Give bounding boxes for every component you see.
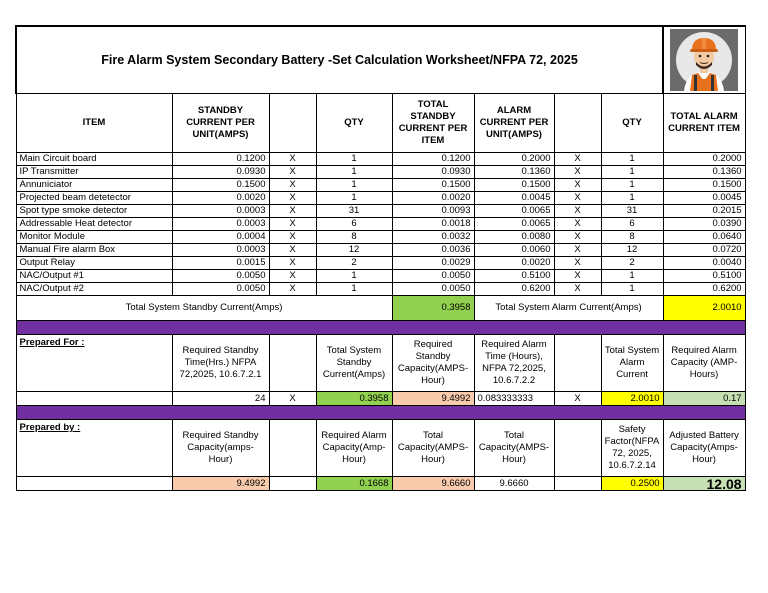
pb-standby-capacity: 9.4992 [172,477,269,491]
cell-total-standby: 0.1500 [392,179,474,192]
table-row [16,192,745,205]
cell-multiply-sign: X [554,244,601,257]
table-row [16,166,745,179]
cell-qty: 31 [601,205,663,218]
cell-total-standby: 0.0050 [392,270,474,283]
cell-standby-current: 0.0020 [172,192,269,205]
pf-standby-time: 24 [172,392,269,406]
title-row [16,26,745,94]
cell-multiply-sign: X [554,270,601,283]
header-qty-2: QTY [601,94,663,153]
data-rows [16,153,745,296]
cell-total-alarm: 0.0040 [663,257,745,270]
cell-total-alarm: 0.2000 [663,153,745,166]
cell-standby-current: 0.1200 [172,153,269,166]
table-row [16,153,745,166]
cell-alarm-current: 0.2000 [474,153,554,166]
total-alarm-label: Total System Alarm Current(Amps) [474,296,663,321]
header-qty: QTY [316,94,392,153]
cell-multiply-sign: X [554,192,601,205]
cell-standby-current: 0.0015 [172,257,269,270]
pf-header-alarm-capacity: Required Alarm Capacity (AMP-Hours) [663,335,745,392]
header-alarm-current: ALARM CURRENT PER UNIT(AMPS) [474,94,554,153]
cell-total-alarm: 0.6200 [663,283,745,296]
cell-standby-current: 0.0050 [172,283,269,296]
cell-total-alarm: 0.1500 [663,179,745,192]
table-row [16,244,745,257]
totals-row [16,296,745,321]
cell-item-name: Monitor Module [16,231,172,244]
worker-avatar-icon [670,29,738,91]
cell-total-standby: 0.0050 [392,283,474,296]
pb-header-adjusted: Adjusted Battery Capacity(Amps-Hour) [663,420,745,477]
cell-item-name: NAC/Output #1 [16,270,172,283]
cell-standby-current: 0.0003 [172,205,269,218]
cell-item-name: IP Transmitter [16,166,172,179]
divider-row-1 [16,321,745,335]
cell-total-standby: 0.0032 [392,231,474,244]
prepared-by-value-row [16,477,745,491]
total-alarm-value: 2.0010 [663,296,745,321]
pb-total-capacity-2: 9.6660 [474,477,554,491]
cell-alarm-current: 0.0065 [474,218,554,231]
cell-item-name: NAC/Output #2 [16,283,172,296]
cell-multiply-sign: X [269,205,316,218]
cell-total-standby: 0.1200 [392,153,474,166]
cell-standby-current: 0.1500 [172,179,269,192]
cell-qty: 2 [601,257,663,270]
cell-item-name: Manual Fire alarm Box [16,244,172,257]
table-row [16,179,745,192]
cell-multiply-sign: X [554,231,601,244]
pb-safety-factor: 0.2500 [601,477,663,491]
pf-total-standby-current: 0.3958 [316,392,392,406]
divider-row-2 [16,406,745,420]
pf-alarm-time: 0.083333333 [474,392,554,406]
pb-header-total-capacity-2: Total Capacity(AMPS-Hour) [474,420,554,477]
table-row [16,218,745,231]
pb-header-safety-factor: Safety Factor(NFPA 72, 2025, 10.6.7.2.14 [601,420,663,477]
cell-alarm-current: 0.0020 [474,257,554,270]
pf-alarm-capacity: 0.17 [663,392,745,406]
cell-qty: 1 [601,153,663,166]
cell-qty: 1 [601,283,663,296]
pf-x-1: X [269,392,316,406]
cell-qty: 6 [601,218,663,231]
prepared-by-label: Prepared by : [16,420,172,477]
prepared-for-value-row [16,392,745,406]
battery-calc-table [15,25,746,491]
cell-alarm-current: 0.0060 [474,244,554,257]
cell-standby-current: 0.0003 [172,218,269,231]
cell-multiply-sign: X [269,218,316,231]
cell-qty: 1 [601,270,663,283]
header-standby-current: STANDBY CURRENT PER UNIT(AMPS) [172,94,269,153]
cell-total-standby: 0.0930 [392,166,474,179]
cell-alarm-current: 0.5100 [474,270,554,283]
cell-qty: 8 [316,231,392,244]
cell-item-name: Spot type smoke detector [16,205,172,218]
prepared-for-label: Prepared For : [16,335,172,392]
table-row [16,270,745,283]
cell-total-standby: 0.0020 [392,192,474,205]
pf-header-total-alarm-current: Total System Alarm Current [601,335,663,392]
cell-alarm-current: 0.6200 [474,283,554,296]
cell-qty: 8 [601,231,663,244]
column-header-row [16,94,745,153]
cell-qty: 1 [316,179,392,192]
cell-multiply-sign: X [269,153,316,166]
pf-standby-capacity: 9.4992 [392,392,474,406]
total-standby-value: 0.3958 [392,296,474,321]
cell-total-alarm: 0.5100 [663,270,745,283]
pb-header-standby-capacity: Required Standby Capacity(amps-Hour) [172,420,269,477]
cell-alarm-current: 0.0065 [474,205,554,218]
pb-header-alarm-capacity: Required Alarm Capacity(Amp-Hour) [316,420,392,477]
cell-total-standby: 0.0018 [392,218,474,231]
cell-item-name: Addressable Heat detector [16,218,172,231]
cell-standby-current: 0.0003 [172,244,269,257]
cell-alarm-current: 0.1360 [474,166,554,179]
pf-header-standby-time: Required Standby Time(Hrs.) NFPA 72,2025, 10.6.7.2.1 [172,335,269,392]
cell-qty: 1 [316,270,392,283]
cell-total-standby: 0.0093 [392,205,474,218]
pf-header-alarm-time: Required Alarm Time (Hours), NFPA 72,2025, 10.6.7.2.2 [474,335,554,392]
cell-multiply-sign: X [269,179,316,192]
cell-item-name: Output Relay [16,257,172,270]
cell-multiply-sign: X [269,166,316,179]
worksheet [15,25,744,491]
header-blank-2 [554,94,601,153]
cell-multiply-sign: X [554,166,601,179]
table-row [16,205,745,218]
header-item: ITEM [16,94,172,153]
prepared-for-header-row [16,335,745,392]
header-blank-1 [269,94,316,153]
cell-qty: 1 [316,283,392,296]
cell-total-alarm: 0.0045 [663,192,745,205]
cell-total-alarm: 0.1360 [663,166,745,179]
cell-qty: 1 [316,153,392,166]
cell-qty: 2 [316,257,392,270]
cell-alarm-current: 0.0045 [474,192,554,205]
cell-multiply-sign: X [554,257,601,270]
cell-qty: 6 [316,218,392,231]
cell-qty: 31 [316,205,392,218]
table-row [16,283,745,296]
pb-total-capacity-1: 9.6660 [392,477,474,491]
pb-header-total-capacity-1: Total Capacity(AMPS-Hour) [392,420,474,477]
cell-total-alarm: 0.0720 [663,244,745,257]
cell-total-standby: 0.0036 [392,244,474,257]
cell-qty: 12 [601,244,663,257]
cell-multiply-sign: X [269,244,316,257]
cell-multiply-sign: X [554,205,601,218]
header-total-alarm: TOTAL ALARM CURRENT ITEM [663,94,745,153]
pf-header-total-standby-current: Total System Standby Current(Amps) [316,335,392,392]
cell-total-standby: 0.0029 [392,257,474,270]
cell-item-name: Annuniciator [16,179,172,192]
cell-qty: 1 [601,179,663,192]
pf-header-standby-capacity: Required Standby Capacity(AMPS-Hour) [392,335,474,392]
prepared-by-header-row [16,420,745,477]
cell-multiply-sign: X [269,192,316,205]
cell-alarm-current: 0.0080 [474,231,554,244]
cell-standby-current: 0.0050 [172,270,269,283]
cell-alarm-current: 0.1500 [474,179,554,192]
header-total-standby: TOTAL STANDBY CURRENT PER ITEM [392,94,474,153]
pb-alarm-capacity: 0.1668 [316,477,392,491]
pf-x-2: X [554,392,601,406]
pf-total-alarm-current: 2.0010 [601,392,663,406]
cell-total-alarm: 0.2015 [663,205,745,218]
cell-total-alarm: 0.0640 [663,231,745,244]
cell-multiply-sign: X [554,283,601,296]
cell-qty: 1 [316,166,392,179]
cell-multiply-sign: X [269,231,316,244]
cell-qty: 12 [316,244,392,257]
cell-multiply-sign: X [554,179,601,192]
logo-cell [663,26,745,94]
cell-standby-current: 0.0930 [172,166,269,179]
cell-item-name: Main Circuit board [16,153,172,166]
table-row [16,231,745,244]
cell-qty: 1 [316,192,392,205]
page-title: Fire Alarm System Secondary Battery -Set Calculation Worksheet/NFPA 72, 2025 [16,26,663,94]
cell-multiply-sign: X [554,153,601,166]
cell-total-alarm: 0.0390 [663,218,745,231]
cell-standby-current: 0.0004 [172,231,269,244]
cell-multiply-sign: X [554,218,601,231]
cell-multiply-sign: X [269,283,316,296]
cell-multiply-sign: X [269,270,316,283]
cell-item-name: Projected beam detetector [16,192,172,205]
cell-qty: 1 [601,166,663,179]
pb-adjusted-capacity: 12.08 [663,477,745,491]
table-row [16,257,745,270]
total-standby-label: Total System Standby Current(Amps) [16,296,392,321]
cell-multiply-sign: X [269,257,316,270]
cell-qty: 1 [601,192,663,205]
